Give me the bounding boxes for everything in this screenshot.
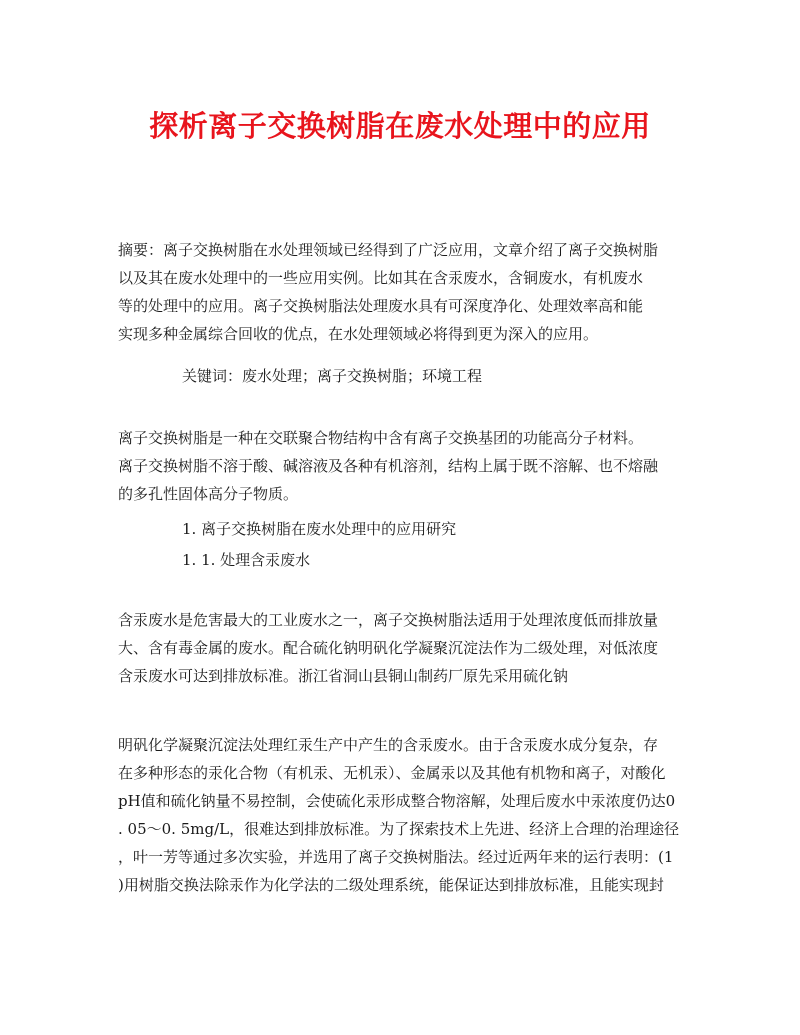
section-heading-1-1: 1. 1. 处理含汞废水 <box>182 551 311 569</box>
alum-line: )用树脂交换法除汞作为化学法的二级处理系统，能保证达到排放标准，且能实现封 <box>118 876 664 894</box>
intro-line: 离子交换树脂不溶于酸、碱溶液及各种有机溶剂，结构上属于既不溶解、也不熔融 <box>118 457 659 475</box>
mercury-line: 含汞废水是危害最大的工业废水之一，离子交换树脂法适用于处理浓度低而排放量 <box>118 611 659 629</box>
intro-line: 的多孔性固体高分子物质。 <box>118 485 299 503</box>
abstract-line: 实现多种金属综合回收的优点，在水处理领域必将得到更为深入的应用。 <box>118 325 599 343</box>
alum-line: 明矾化学凝聚沉淀法处理红汞生产中产生的含汞废水。由于含汞废水成分复杂，存 <box>118 736 659 754</box>
alum-line: 在多种形态的汞化合物（有机汞、无机汞）、金属汞以及其他有机物和离子，对酸化 <box>118 764 666 782</box>
alum-paragraph <box>118 731 690 899</box>
keywords-line: 关键词：废水处理；离子交换树脂；环境工程 <box>182 367 483 385</box>
mercury-line: 含汞废水可达到排放标准。浙江省洞山县铜山制药厂原先采用硫化钠 <box>118 667 569 685</box>
document-title: 探析离子交换树脂在废水处理中的应用 <box>149 109 651 143</box>
intro-line: 离子交换树脂是一种在交联聚合物结构中含有离子交换基团的功能高分子材料。 <box>118 429 644 447</box>
abstract-line: 等的处理中的应用。离子交换树脂法处理废水具有可深度净化、处理效率高和能 <box>118 297 644 315</box>
mercury-paragraph <box>118 606 690 690</box>
abstract-paragraph <box>118 236 690 348</box>
alum-line: . 05～0. 5mg/L，很难达到排放标准。为了探索技术上先进、经济上合理的治理途径 <box>118 820 680 838</box>
intro-paragraph <box>118 424 690 508</box>
section-heading-1: 1. 离子交换树脂在废水处理中的应用研究 <box>182 520 457 538</box>
alum-line: ，叶一芳等通过多次实验，并选用了离子交换树脂法。经过近两年来的运行表明：(1 <box>118 848 674 866</box>
abstract-line: 以及其在废水处理中的一些应用实例。比如其在含汞废水，含铜废水，有机废水 <box>118 269 644 287</box>
mercury-line: 大、含有毒金属的废水。配合硫化钠明矾化学凝聚沉淀法作为二级处理，对低浓度 <box>118 639 659 657</box>
alum-line: pH值和硫化钠量不易控制，会使硫化汞形成整合物溶解，处理后废水中汞浓度仍达0 <box>118 792 676 810</box>
abstract-line: 摘要：离子交换树脂在水处理领域已经得到了广泛应用，文章介绍了离子交换树脂 <box>118 241 659 259</box>
